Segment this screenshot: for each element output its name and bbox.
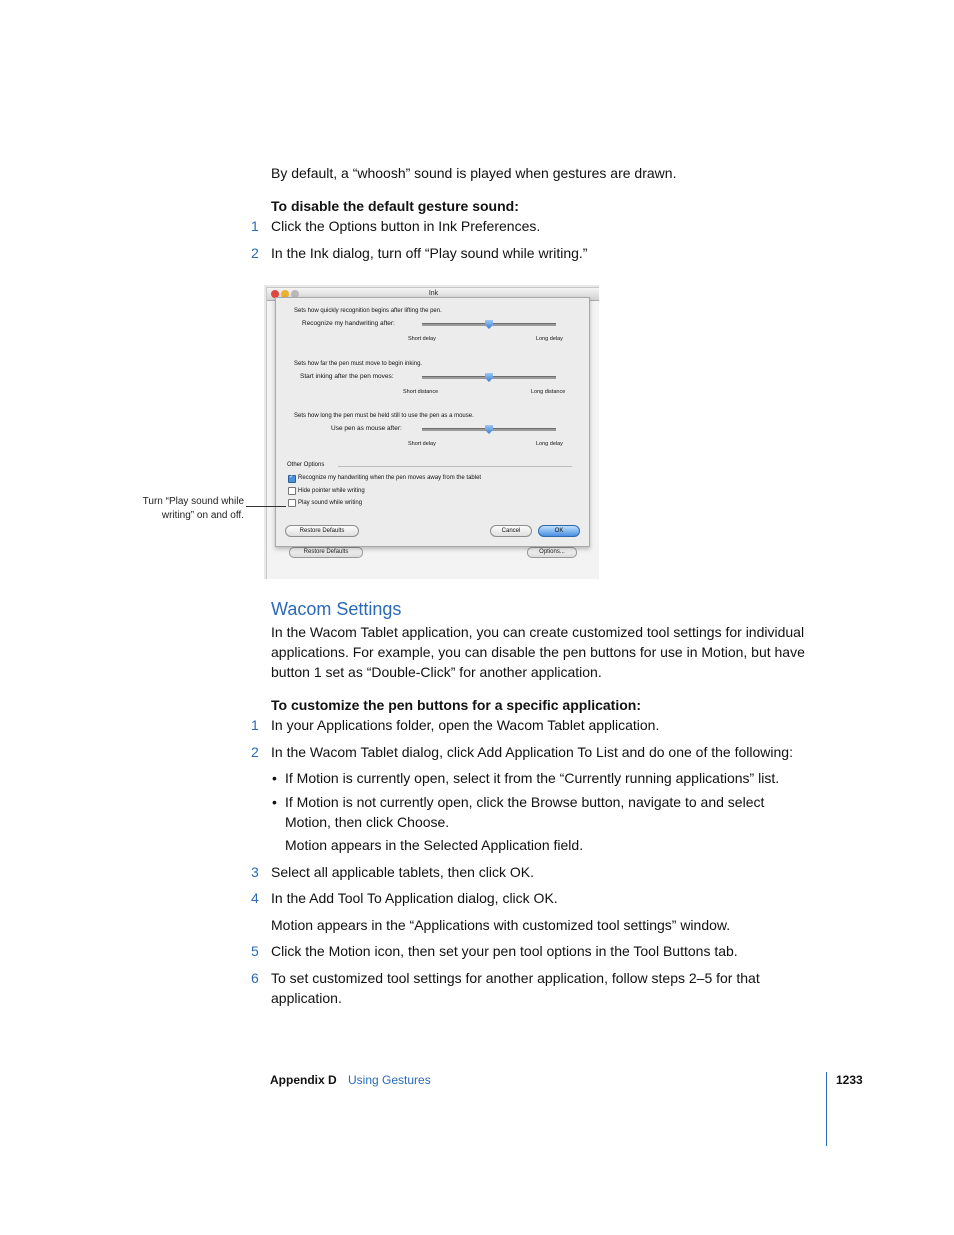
footer-chapter-link[interactable]: Using Gestures — [348, 1073, 431, 1087]
step-text: In your Applications folder, open the Wacom Tablet application. — [271, 717, 660, 733]
footer-appendix: Appendix D — [270, 1073, 337, 1087]
step-text: In the Add Tool To Application dialog, click OK. — [271, 890, 558, 906]
step-number: 1 — [251, 717, 259, 733]
bullet-marker: • — [272, 770, 277, 786]
step-number: 6 — [251, 970, 259, 986]
ink-dialog-screenshot — [264, 285, 599, 579]
step-number: 5 — [251, 943, 259, 959]
other-options-separator — [338, 466, 572, 467]
ink-options-sheet — [275, 297, 590, 547]
recognize-min-label: Short delay — [408, 336, 436, 342]
play-sound-checkbox[interactable] — [288, 499, 296, 507]
bg-restore-defaults-button[interactable]: Restore Defaults — [289, 547, 363, 558]
step-text: To set customized tool settings for another application, follow steps 2–5 for that — [271, 970, 760, 986]
mouse-max-label: Long delay — [536, 441, 563, 447]
section-heading: Wacom Settings — [271, 599, 402, 619]
step-text: Click the Options button in Ink Preferences. — [271, 218, 541, 234]
inking-description: Sets how far the pen must move to begin inking. — [294, 361, 423, 367]
bullet-text: If Motion is currently open, select it from the “Currently running applications” list. — [285, 770, 780, 786]
page-number: 1233 — [836, 1073, 863, 1087]
other-options-heading: Other Options — [287, 462, 325, 468]
inking-max-label: Long distance — [531, 389, 566, 395]
step-number: 1 — [251, 218, 259, 234]
footer-divider — [826, 1072, 827, 1146]
figure-callout — [120, 495, 244, 523]
callout-line-1: Turn “Play sound while — [142, 496, 244, 507]
bullet-text: If Motion is not currently open, click the Browse button, navigate to and select — [285, 794, 765, 810]
inking-min-label: Short distance — [403, 389, 439, 395]
intro-text: By default, a “whoosh” sound is played when gestures are drawn. — [271, 165, 677, 181]
step-text: application. — [271, 990, 342, 1006]
checkbox-label: Play sound while writing — [298, 500, 363, 506]
bullet-text: Motion, then click Choose. — [285, 814, 450, 830]
window-title: Ink — [428, 290, 439, 297]
section-paragraph-line: In the Wacom Tablet application, you can create customized tool settings for individual — [271, 624, 805, 640]
recognize-label: Recognize my handwriting after: — [302, 320, 395, 327]
result-text: Motion appears in the “Applications with customized tool settings” window. — [271, 917, 731, 933]
hide-pointer-checkbox[interactable] — [288, 487, 296, 495]
result-text: Motion appears in the Selected Application field. — [285, 837, 584, 853]
recognize-max-label: Long delay — [536, 336, 563, 342]
recognize-away-checkbox[interactable] — [288, 475, 296, 483]
step-number: 2 — [251, 744, 259, 760]
step-number: 4 — [251, 890, 259, 906]
cancel-button[interactable]: Cancel — [490, 525, 532, 537]
mouse-min-label: Short delay — [408, 441, 436, 447]
callout-leader-line — [246, 506, 286, 507]
section-paragraph-line: button 1 set as “Double-Click” for another application. — [271, 664, 602, 680]
step-text: Click the Motion icon, then set your pen tool options in the Tool Buttons tab. — [271, 943, 738, 959]
callout-line-2: writing” on and off. — [161, 510, 244, 521]
checkbox-label: Recognize my handwriting when the pen moves away from the tablet — [298, 475, 482, 481]
bullet-marker: • — [272, 794, 277, 810]
step-number: 2 — [251, 245, 259, 261]
task-heading: To customize the pen buttons for a specific application: — [271, 697, 641, 713]
ok-button[interactable]: OK — [538, 525, 580, 537]
restore-defaults-button[interactable]: Restore Defaults — [285, 525, 359, 537]
inking-label: Start inking after the pen moves: — [300, 373, 394, 380]
step-text: In the Wacom Tablet dialog, click Add Application To List and do one of the following: — [271, 744, 793, 760]
inking-slider-thumb[interactable] — [485, 373, 493, 382]
mouse-slider-thumb[interactable] — [485, 425, 493, 434]
task-heading: To disable the default gesture sound: — [271, 198, 519, 214]
step-number: 3 — [251, 864, 259, 880]
recognize-slider-thumb[interactable] — [485, 320, 493, 329]
bg-options-button[interactable]: Options... — [527, 547, 577, 558]
step-text: In the Ink dialog, turn off “Play sound while writing.” — [271, 245, 588, 261]
step-text: Select all applicable tablets, then click OK. — [271, 864, 535, 880]
checkbox-label: Hide pointer while writing — [298, 488, 365, 494]
section-paragraph-line: applications. For example, you can disable the pen buttons for use in Motion, but have — [271, 644, 805, 660]
mouse-description: Sets how long the pen must be held still to use the pen as a mouse. — [294, 413, 474, 419]
mouse-label: Use pen as mouse after: — [331, 425, 402, 432]
recognize-description: Sets how quickly recognition begins after lifting the pen. — [294, 308, 442, 314]
